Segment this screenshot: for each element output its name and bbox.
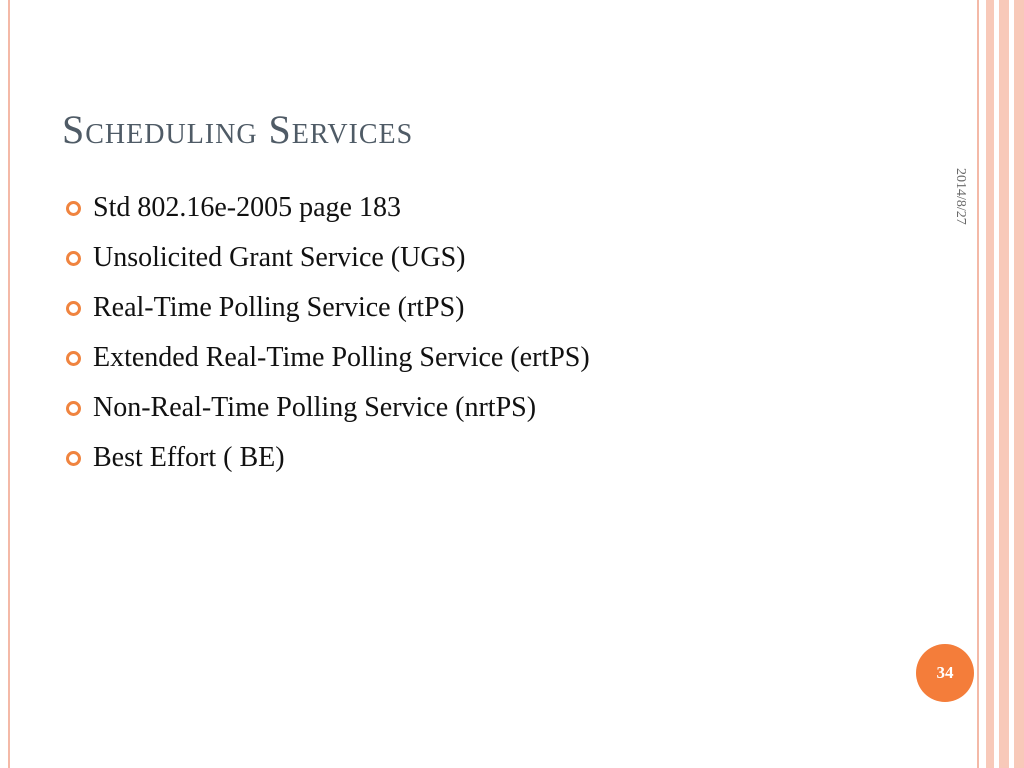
circle-bullet-icon <box>66 251 81 266</box>
bullet-text: Unsolicited Grant Service (UGS) <box>93 242 466 273</box>
left-border-line <box>8 0 10 768</box>
bullet-list <box>66 183 590 483</box>
page-number-badge <box>916 644 974 702</box>
bullet-item <box>66 433 590 483</box>
right-border-line <box>977 0 979 768</box>
right-border-band <box>1014 0 1024 768</box>
slide-date: 2014/8/27 <box>953 168 968 225</box>
bullet-item <box>66 233 590 283</box>
bullet-text: Std 802.16e-2005 page 183 <box>93 192 401 223</box>
bullet-item <box>66 283 590 333</box>
bullet-item <box>66 183 590 233</box>
circle-bullet-icon <box>66 201 81 216</box>
circle-bullet-icon <box>66 401 81 416</box>
page-number: 34 <box>936 663 954 682</box>
slide-title: Scheduling Services <box>62 107 414 152</box>
bullet-item <box>66 383 590 433</box>
bullet-text: Real-Time Polling Service (rtPS) <box>93 292 465 323</box>
bullet-text: Extended Real-Time Polling Service (ertPS) <box>93 342 590 373</box>
circle-bullet-icon <box>66 451 81 466</box>
circle-bullet-icon <box>66 351 81 366</box>
right-border-band <box>999 0 1009 768</box>
circle-bullet-icon <box>66 301 81 316</box>
bullet-text: Best Effort ( BE) <box>93 442 285 473</box>
bullet-item <box>66 333 590 383</box>
right-border-band <box>986 0 994 768</box>
bullet-text: Non-Real-Time Polling Service (nrtPS) <box>93 392 537 423</box>
